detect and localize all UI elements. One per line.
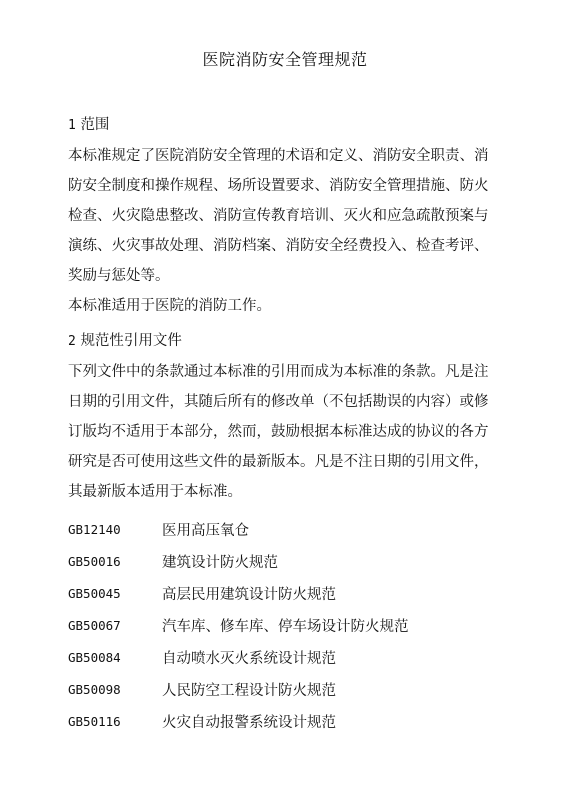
reference-item (68, 705, 508, 737)
reference-code: GB50045 (68, 585, 121, 601)
reference-name: 自动喷水灭火系统设计规范 (162, 650, 336, 667)
reference-code: GB50067 (68, 617, 121, 633)
section-2 (68, 326, 500, 507)
reference-list (68, 513, 508, 737)
document-title: 医院消防安全管理规范 (202, 50, 368, 69)
section-heading (68, 110, 500, 141)
reference-name: 火灾自动报警系统设计规范 (162, 714, 336, 731)
reference-item (68, 513, 508, 545)
section-number: 1 (68, 118, 76, 133)
reference-code: GB12140 (68, 521, 121, 537)
reference-item (68, 577, 508, 609)
paragraph: 下列文件中的条款通过本标准的引用而成为本标准的条款。凡是注日期的引用文件，其随后所有的修改单（不包括勘误的内容）或修订版均不适用于本部分，然而，鼓励根据本标准达成的协议的各方研究是否可使用这些文件的最新版本。凡是不注日期的引用文件，其最新版本适用于本标准。 (68, 364, 489, 500)
section-heading (68, 326, 500, 357)
reference-name: 人民防空工程设计防火规范 (162, 682, 336, 699)
reference-name: 建筑设计防火规范 (162, 554, 278, 571)
section-title: 规范性引用文件 (80, 333, 182, 349)
reference-name: 高层民用建筑设计防火规范 (162, 586, 336, 603)
section-title: 范围 (80, 117, 110, 133)
reference-item (68, 673, 508, 705)
section-1 (68, 110, 500, 321)
section-number: 2 (68, 334, 76, 349)
reference-item (68, 609, 508, 641)
reference-code: GB50084 (68, 649, 121, 665)
reference-code: GB50098 (68, 681, 121, 697)
reference-item (68, 641, 508, 673)
paragraph: 本标准规定了医院消防安全管理的术语和定义、消防安全职责、消防安全制度和操作规程、场所设置要求、消防安全管理措施、防火检查、火灾隐患整改、消防宣传教育培训、灭火和应急疏散预案与演练、火灾事故处理、消防档案、消防安全经费投入、检查考评、奖励与惩处等。 (68, 148, 489, 284)
reference-code: GB50116 (68, 713, 121, 729)
reference-name: 汽车库、修车库、停车场设计防火规范 (162, 618, 409, 635)
reference-code: GB50016 (68, 553, 121, 569)
reference-item (68, 545, 508, 577)
reference-name: 医用高压氧仓 (162, 522, 249, 539)
paragraph: 本标准适用于医院的消防工作。 (68, 298, 271, 314)
